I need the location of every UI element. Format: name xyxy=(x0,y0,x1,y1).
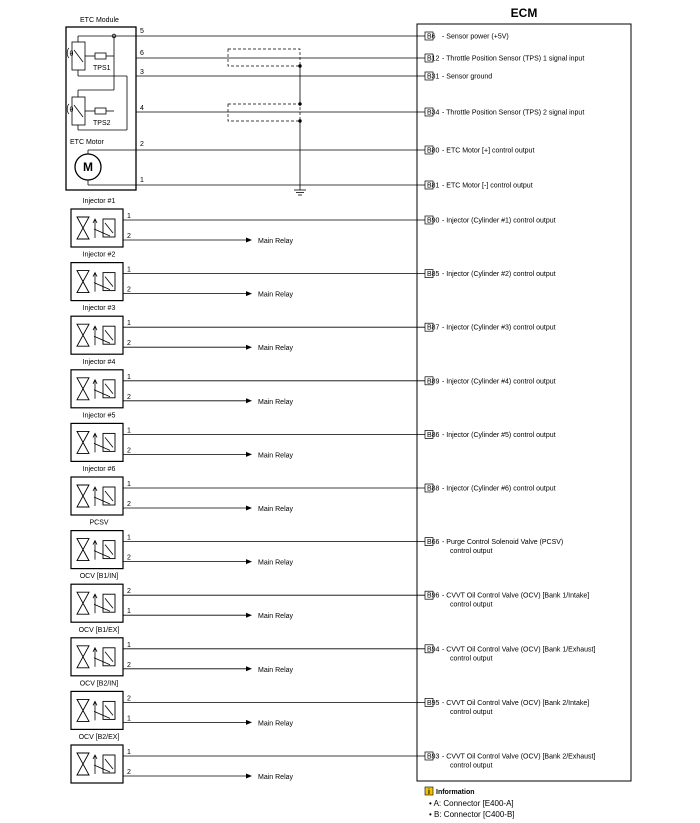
component-label: OCV [B1/EX] xyxy=(78,626,120,634)
arrow-right-icon xyxy=(246,452,252,457)
solenoid-valve-icon xyxy=(77,592,115,614)
ecm-pin-desc: - Throttle Position Sensor (TPS) 2 signal input xyxy=(442,109,585,117)
main-relay-label: Main Relay xyxy=(258,774,294,781)
component-block xyxy=(71,359,556,408)
pin-number: 2 xyxy=(127,340,131,348)
ecm-pin-desc-line2: control output xyxy=(450,708,493,716)
ecm-pin-desc: - Injector (Cylinder #2) control output xyxy=(442,271,556,279)
pin-number: 2 xyxy=(127,769,131,776)
ecm-pin-desc: - Throttle Position Sensor (TPS) 1 signal input xyxy=(442,55,585,63)
etc-wires xyxy=(114,32,584,190)
ecm-pin-label: B95 xyxy=(427,699,440,707)
ecm-pin-label: B87 xyxy=(427,324,440,332)
main-relay-label: Main Relay xyxy=(258,559,294,567)
ecm-pin-label: B90 xyxy=(427,217,440,225)
pin-number: 1 xyxy=(127,608,131,616)
pin-number: 1 xyxy=(127,749,131,756)
component-block xyxy=(71,252,556,301)
arrow-right-icon xyxy=(246,398,252,403)
main-relay-label: Main Relay xyxy=(258,452,294,460)
shield-box-tps1 xyxy=(228,49,300,66)
ecm-pin-label: B34 xyxy=(427,109,440,117)
component-label: OCV [B2/EX] xyxy=(78,734,120,741)
tps1-sensor xyxy=(67,36,114,76)
ecm-pin-label: B12 xyxy=(427,55,440,63)
ecm-pin-label: B93 xyxy=(427,753,440,761)
tps2-label: TPS2 xyxy=(93,120,111,127)
pin-number: 2 xyxy=(127,661,131,669)
component-block xyxy=(71,412,556,461)
pin-number: 1 xyxy=(127,213,131,220)
etc-motor xyxy=(70,139,136,185)
main-relay-label: Main Relay xyxy=(258,238,294,245)
pin-number: 2 xyxy=(127,501,131,508)
component-label: PCSV xyxy=(89,519,109,527)
pin-number: 2 xyxy=(127,447,131,455)
ecm-pin-desc: - Purge Control Solenoid Valve (PCSV) xyxy=(442,539,564,547)
etc-pin-no: 1 xyxy=(140,177,144,184)
ecm-pin-desc: - Injector (Cylinder #1) control output xyxy=(442,217,556,225)
solenoid-valve-icon xyxy=(77,539,115,561)
component-label: OCV [B2/IN] xyxy=(79,680,119,688)
ecm-pin-label: B66 xyxy=(427,539,440,547)
ecm-box xyxy=(417,24,631,781)
ecm-pin-label: B88 xyxy=(427,485,440,493)
pin-number: 1 xyxy=(127,320,131,328)
pin-number: 2 xyxy=(127,233,131,240)
arrow-right-icon xyxy=(246,506,252,511)
arrow-right-icon xyxy=(246,774,252,779)
ecm-pin-desc: - Sensor ground xyxy=(442,73,493,81)
ecm-pin-desc-line2: control output xyxy=(450,601,493,609)
solenoid-valve-icon xyxy=(77,699,115,721)
ground-icon xyxy=(294,190,306,195)
ecm-pin-desc-line2: control output xyxy=(450,548,493,556)
main-relay-label: Main Relay xyxy=(258,720,294,728)
main-relay-label: Main Relay xyxy=(258,613,294,621)
component-label: OCV [B1/IN] xyxy=(79,573,119,581)
pin-number: 1 xyxy=(127,534,131,542)
component-block xyxy=(71,734,595,783)
arrow-right-icon xyxy=(246,720,252,725)
ecm-pin-label: B89 xyxy=(427,378,440,386)
solenoid-valve-icon xyxy=(77,217,115,239)
pin-number: 2 xyxy=(127,554,131,562)
pin-number: 2 xyxy=(127,286,131,294)
solenoid-valve-icon xyxy=(77,753,115,775)
etc-pin-no: 3 xyxy=(140,69,144,76)
tps1-arrow-icon: θ xyxy=(69,51,74,58)
ecm-pin-label: B86 xyxy=(427,431,440,439)
solenoid-valve-icon xyxy=(77,485,115,507)
ecm-title: ECM xyxy=(510,6,538,20)
main-relay-label: Main Relay xyxy=(258,666,294,674)
ecm-pin-label: B94 xyxy=(427,646,440,654)
info-title: Information xyxy=(436,789,475,796)
solenoid-valve-icon xyxy=(77,646,115,668)
pin-number: 1 xyxy=(127,427,131,435)
etc-pin-no: 6 xyxy=(140,50,144,57)
arrow-right-icon xyxy=(246,666,252,671)
ecm-pin-label: B31 xyxy=(427,73,440,81)
arrow-right-icon xyxy=(246,291,252,296)
solenoid-valve-icon xyxy=(77,378,115,400)
info-icon-glyph: i xyxy=(428,789,430,796)
etc-module-title: ETC Module xyxy=(80,17,119,24)
ecm-pin-label: B81 xyxy=(427,182,440,190)
tps2-arrow-icon: θ xyxy=(69,107,74,114)
component-label: Injector #2 xyxy=(82,251,116,259)
pin-number: 1 xyxy=(127,641,131,649)
solenoid-valve-icon xyxy=(77,271,115,293)
component-label: Injector #6 xyxy=(82,466,116,473)
arrow-right-icon xyxy=(246,559,252,564)
etc-pin-no: 2 xyxy=(140,141,144,148)
solenoid-valve-icon xyxy=(77,324,115,346)
arrow-right-icon xyxy=(246,613,252,618)
component-block xyxy=(71,627,595,676)
main-relay-label: Main Relay xyxy=(258,506,294,513)
ecm-pin-desc: - ETC Motor [+] control output xyxy=(442,147,535,155)
info-section xyxy=(425,787,515,819)
ecm-pin-desc: - Injector (Cylinder #4) control output xyxy=(442,378,556,386)
ecm-pin-desc: - Injector (Cylinder #3) control output xyxy=(442,324,556,332)
pin-number: 2 xyxy=(127,695,131,703)
ecm-pin-label: B6 xyxy=(427,33,436,41)
pin-number: 1 xyxy=(127,373,131,381)
component-label: Injector #1 xyxy=(82,198,116,205)
components xyxy=(71,198,595,783)
component-block xyxy=(71,573,589,622)
ecm-pin-desc: - CVVT Oil Control Valve (OCV) [Bank 1/Intake] xyxy=(442,592,590,600)
arrow-right-icon xyxy=(246,345,252,350)
ecm-pin-desc-line2: control output xyxy=(450,655,493,663)
ecm-pin-label: B96 xyxy=(427,592,440,600)
ecm-pin-desc: - ETC Motor [-] control output xyxy=(442,182,533,190)
ecm-pin-desc: - Sensor power (+5V) xyxy=(442,33,509,41)
pin-number: 1 xyxy=(127,481,131,488)
component-label: Injector #3 xyxy=(82,305,116,313)
ecm-pin-desc: - Injector (Cylinder #6) control output xyxy=(442,485,556,493)
tps1-label: TPS1 xyxy=(93,65,111,72)
ecm-pin-label: B85 xyxy=(427,271,440,279)
ecm-pin-label: B80 xyxy=(427,147,440,155)
ecm-pin-desc: - Injector (Cylinder #5) control output xyxy=(442,431,556,439)
main-relay-label: Main Relay xyxy=(258,398,294,406)
ecm-pin-desc: - CVVT Oil Control Valve (OCV) [Bank 2/Exhaust] xyxy=(442,753,596,761)
etc-motor-label: ETC Motor xyxy=(70,139,104,146)
ecm-pin-desc: - CVVT Oil Control Valve (OCV) [Bank 2/Intake] xyxy=(442,699,590,707)
arrow-right-icon xyxy=(246,238,252,243)
etc-pin-no: 4 xyxy=(140,105,144,112)
pin-number: 1 xyxy=(127,266,131,274)
component-label: Injector #4 xyxy=(82,358,116,366)
pin-number: 1 xyxy=(127,715,131,723)
etc-pin-no: 5 xyxy=(140,28,144,35)
solenoid-valve-icon xyxy=(77,431,115,453)
component-block xyxy=(71,198,556,247)
component-block xyxy=(71,520,563,569)
pin-number: 2 xyxy=(127,393,131,401)
component-block xyxy=(71,466,556,515)
main-relay-label: Main Relay xyxy=(258,345,294,353)
tps2-sensor xyxy=(67,90,114,130)
info-item: • B: Connector [C400-B] xyxy=(429,810,515,819)
main-relay-label: Main Relay xyxy=(258,291,294,299)
component-label: Injector #5 xyxy=(82,412,116,420)
ecm-pin-desc-line2: control output xyxy=(450,762,493,770)
shield-box-tps2 xyxy=(228,104,300,121)
component-block xyxy=(71,680,589,729)
component-block xyxy=(71,305,556,354)
ecm-pin-desc: - CVVT Oil Control Valve (OCV) [Bank 1/Exhaust] xyxy=(442,646,596,654)
motor-symbol: M xyxy=(83,160,93,174)
pin-number: 2 xyxy=(127,588,131,596)
info-item: • A: Connector [E400-A] xyxy=(429,799,514,808)
